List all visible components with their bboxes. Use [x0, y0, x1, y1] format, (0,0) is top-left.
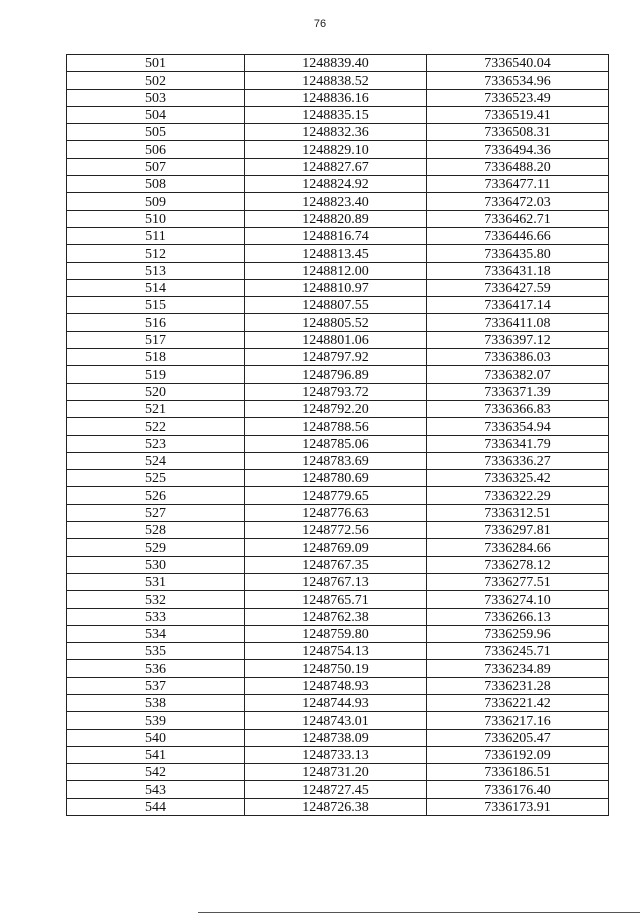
table-row [67, 262, 609, 279]
y-coordinate-cell: 7336231.28 [427, 677, 609, 694]
y-coordinate-cell: 7336508.31 [427, 124, 609, 141]
x-coordinate-cell: 1248731.20 [245, 764, 427, 781]
table-row [67, 279, 609, 296]
coordinates-table [66, 54, 609, 816]
y-coordinate-cell: 7336540.04 [427, 55, 609, 72]
y-coordinate-cell: 7336354.94 [427, 418, 609, 435]
table-row [67, 677, 609, 694]
y-coordinate-cell: 7336488.20 [427, 158, 609, 175]
point-number-cell: 507 [67, 158, 245, 175]
x-coordinate-cell: 1248797.92 [245, 349, 427, 366]
point-number-cell: 514 [67, 279, 245, 296]
point-number-cell: 516 [67, 314, 245, 331]
x-coordinate-cell: 1248832.36 [245, 124, 427, 141]
table-row [67, 764, 609, 781]
point-number-cell: 513 [67, 262, 245, 279]
table-row [67, 383, 609, 400]
y-coordinate-cell: 7336472.03 [427, 193, 609, 210]
x-coordinate-cell: 1248827.67 [245, 158, 427, 175]
x-coordinate-cell: 1248726.38 [245, 798, 427, 815]
point-number-cell: 515 [67, 297, 245, 314]
table-row [67, 487, 609, 504]
table-row [67, 55, 609, 72]
x-coordinate-cell: 1248759.80 [245, 625, 427, 642]
table-row [67, 72, 609, 89]
point-number-cell: 532 [67, 591, 245, 608]
point-number-cell: 523 [67, 435, 245, 452]
table-row [67, 781, 609, 798]
x-coordinate-cell: 1248835.15 [245, 106, 427, 123]
x-coordinate-cell: 1248748.93 [245, 677, 427, 694]
table-row [67, 746, 609, 763]
y-coordinate-cell: 7336382.07 [427, 366, 609, 383]
x-coordinate-cell: 1248738.09 [245, 729, 427, 746]
y-coordinate-cell: 7336186.51 [427, 764, 609, 781]
table-row [67, 124, 609, 141]
table-row [67, 314, 609, 331]
point-number-cell: 508 [67, 176, 245, 193]
point-number-cell: 530 [67, 556, 245, 573]
point-number-cell: 544 [67, 798, 245, 815]
table-row [67, 470, 609, 487]
x-coordinate-cell: 1248779.65 [245, 487, 427, 504]
point-number-cell: 539 [67, 712, 245, 729]
x-coordinate-cell: 1248813.45 [245, 245, 427, 262]
y-coordinate-cell: 7336386.03 [427, 349, 609, 366]
x-coordinate-cell: 1248754.13 [245, 643, 427, 660]
x-coordinate-cell: 1248785.06 [245, 435, 427, 452]
x-coordinate-cell: 1248743.01 [245, 712, 427, 729]
y-coordinate-cell: 7336341.79 [427, 435, 609, 452]
point-number-cell: 527 [67, 504, 245, 521]
x-coordinate-cell: 1248788.56 [245, 418, 427, 435]
coordinates-table-container [66, 54, 608, 816]
point-number-cell: 502 [67, 72, 245, 89]
y-coordinate-cell: 7336431.18 [427, 262, 609, 279]
y-coordinate-cell: 7336274.10 [427, 591, 609, 608]
table-row [67, 158, 609, 175]
x-coordinate-cell: 1248767.13 [245, 573, 427, 590]
y-coordinate-cell: 7336277.51 [427, 573, 609, 590]
point-number-cell: 535 [67, 643, 245, 660]
y-coordinate-cell: 7336435.80 [427, 245, 609, 262]
table-row [67, 625, 609, 642]
y-coordinate-cell: 7336278.12 [427, 556, 609, 573]
table-row [67, 366, 609, 383]
page-number: 76 [313, 18, 327, 30]
x-coordinate-cell: 1248836.16 [245, 89, 427, 106]
x-coordinate-cell: 1248807.55 [245, 297, 427, 314]
table-row [67, 608, 609, 625]
y-coordinate-cell: 7336245.71 [427, 643, 609, 660]
table-row [67, 452, 609, 469]
y-coordinate-cell: 7336366.83 [427, 400, 609, 417]
point-number-cell: 534 [67, 625, 245, 642]
point-number-cell: 518 [67, 349, 245, 366]
x-coordinate-cell: 1248820.89 [245, 210, 427, 227]
x-coordinate-cell: 1248805.52 [245, 314, 427, 331]
y-coordinate-cell: 7336411.08 [427, 314, 609, 331]
y-coordinate-cell: 7336494.36 [427, 141, 609, 158]
point-number-cell: 537 [67, 677, 245, 694]
x-coordinate-cell: 1248762.38 [245, 608, 427, 625]
x-coordinate-cell: 1248744.93 [245, 694, 427, 711]
point-number-cell: 521 [67, 400, 245, 417]
point-number-cell: 503 [67, 89, 245, 106]
y-coordinate-cell: 7336322.29 [427, 487, 609, 504]
y-coordinate-cell: 7336173.91 [427, 798, 609, 815]
point-number-cell: 542 [67, 764, 245, 781]
y-coordinate-cell: 7336297.81 [427, 522, 609, 539]
y-coordinate-cell: 7336446.66 [427, 227, 609, 244]
point-number-cell: 543 [67, 781, 245, 798]
point-number-cell: 520 [67, 383, 245, 400]
table-row [67, 297, 609, 314]
y-coordinate-cell: 7336221.42 [427, 694, 609, 711]
y-coordinate-cell: 7336477.11 [427, 176, 609, 193]
table-row [67, 349, 609, 366]
y-coordinate-cell: 7336284.66 [427, 539, 609, 556]
y-coordinate-cell: 7336325.42 [427, 470, 609, 487]
point-number-cell: 509 [67, 193, 245, 210]
point-number-cell: 504 [67, 106, 245, 123]
y-coordinate-cell: 7336266.13 [427, 608, 609, 625]
table-row [67, 729, 609, 746]
point-number-cell: 526 [67, 487, 245, 504]
x-coordinate-cell: 1248793.72 [245, 383, 427, 400]
y-coordinate-cell: 7336217.16 [427, 712, 609, 729]
x-coordinate-cell: 1248772.56 [245, 522, 427, 539]
table-row [67, 141, 609, 158]
y-coordinate-cell: 7336427.59 [427, 279, 609, 296]
x-coordinate-cell: 1248776.63 [245, 504, 427, 521]
table-row [67, 176, 609, 193]
table-row [67, 89, 609, 106]
x-coordinate-cell: 1248769.09 [245, 539, 427, 556]
y-coordinate-cell: 7336312.51 [427, 504, 609, 521]
table-row [67, 712, 609, 729]
x-coordinate-cell: 1248823.40 [245, 193, 427, 210]
point-number-cell: 511 [67, 227, 245, 244]
point-number-cell: 501 [67, 55, 245, 72]
point-number-cell: 519 [67, 366, 245, 383]
y-coordinate-cell: 7336192.09 [427, 746, 609, 763]
x-coordinate-cell: 1248767.35 [245, 556, 427, 573]
y-coordinate-cell: 7336462.71 [427, 210, 609, 227]
y-coordinate-cell: 7336523.49 [427, 89, 609, 106]
y-coordinate-cell: 7336519.41 [427, 106, 609, 123]
table-row [67, 106, 609, 123]
point-number-cell: 506 [67, 141, 245, 158]
point-number-cell: 533 [67, 608, 245, 625]
point-number-cell: 517 [67, 331, 245, 348]
bottom-rule [198, 912, 640, 913]
table-row [67, 504, 609, 521]
table-row [67, 539, 609, 556]
x-coordinate-cell: 1248801.06 [245, 331, 427, 348]
x-coordinate-cell: 1248829.10 [245, 141, 427, 158]
point-number-cell: 538 [67, 694, 245, 711]
y-coordinate-cell: 7336259.96 [427, 625, 609, 642]
table-row [67, 331, 609, 348]
table-row [67, 798, 609, 815]
table-row [67, 193, 609, 210]
x-coordinate-cell: 1248824.92 [245, 176, 427, 193]
y-coordinate-cell: 7336234.89 [427, 660, 609, 677]
x-coordinate-cell: 1248839.40 [245, 55, 427, 72]
point-number-cell: 524 [67, 452, 245, 469]
x-coordinate-cell: 1248783.69 [245, 452, 427, 469]
point-number-cell: 510 [67, 210, 245, 227]
x-coordinate-cell: 1248780.69 [245, 470, 427, 487]
point-number-cell: 525 [67, 470, 245, 487]
table-row [67, 245, 609, 262]
table-row [67, 573, 609, 590]
point-number-cell: 541 [67, 746, 245, 763]
table-row [67, 694, 609, 711]
table-row [67, 643, 609, 660]
x-coordinate-cell: 1248765.71 [245, 591, 427, 608]
point-number-cell: 529 [67, 539, 245, 556]
point-number-cell: 540 [67, 729, 245, 746]
x-coordinate-cell: 1248812.00 [245, 262, 427, 279]
point-number-cell: 536 [67, 660, 245, 677]
y-coordinate-cell: 7336336.27 [427, 452, 609, 469]
x-coordinate-cell: 1248810.97 [245, 279, 427, 296]
y-coordinate-cell: 7336176.40 [427, 781, 609, 798]
point-number-cell: 512 [67, 245, 245, 262]
x-coordinate-cell: 1248727.45 [245, 781, 427, 798]
y-coordinate-cell: 7336205.47 [427, 729, 609, 746]
y-coordinate-cell: 7336417.14 [427, 297, 609, 314]
table-row [67, 660, 609, 677]
table-row [67, 556, 609, 573]
x-coordinate-cell: 1248796.89 [245, 366, 427, 383]
table-row [67, 522, 609, 539]
y-coordinate-cell: 7336397.12 [427, 331, 609, 348]
x-coordinate-cell: 1248792.20 [245, 400, 427, 417]
point-number-cell: 505 [67, 124, 245, 141]
coordinates-table-body [67, 55, 609, 816]
table-row [67, 591, 609, 608]
table-row [67, 418, 609, 435]
table-row [67, 210, 609, 227]
x-coordinate-cell: 1248816.74 [245, 227, 427, 244]
table-row [67, 435, 609, 452]
x-coordinate-cell: 1248750.19 [245, 660, 427, 677]
table-row [67, 227, 609, 244]
point-number-cell: 531 [67, 573, 245, 590]
y-coordinate-cell: 7336371.39 [427, 383, 609, 400]
table-row [67, 400, 609, 417]
x-coordinate-cell: 1248838.52 [245, 72, 427, 89]
point-number-cell: 528 [67, 522, 245, 539]
y-coordinate-cell: 7336534.96 [427, 72, 609, 89]
point-number-cell: 522 [67, 418, 245, 435]
x-coordinate-cell: 1248733.13 [245, 746, 427, 763]
